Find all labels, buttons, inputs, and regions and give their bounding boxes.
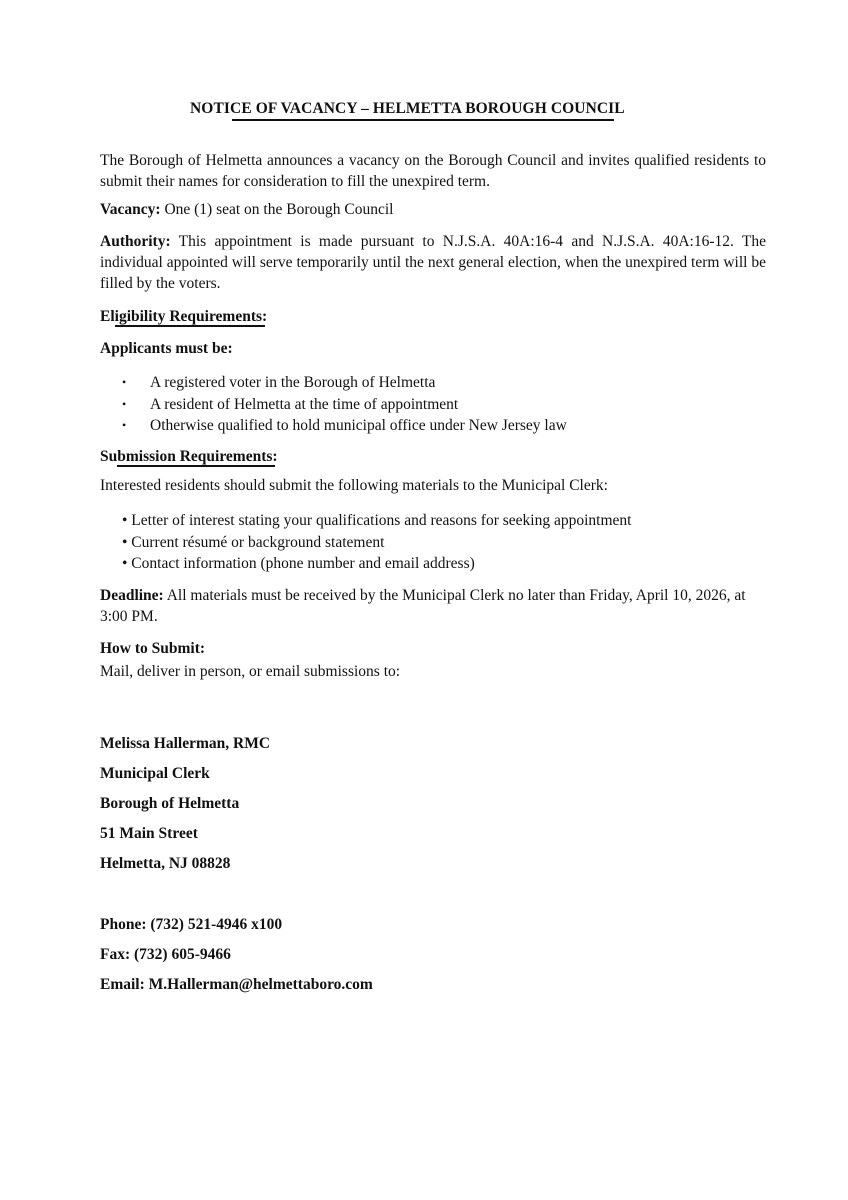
contact-street: 51 Main Street (100, 825, 198, 842)
list-item: • Current résumé or background statement (122, 533, 385, 551)
submission-list (122, 510, 631, 575)
authority-text: This appointment is made pursuant to N.J.S.A. 40A:16-4 and N.J.S.A. 40A:16-12. The individual appointed will serve temporarily until the next general election, when the unexpired term will be filled by the voters. (100, 233, 766, 292)
how-to-submit-heading: How to Submit: (100, 640, 206, 657)
contact-name: Melissa Hallerman, RMC (100, 735, 271, 752)
list-item (122, 415, 567, 437)
how-to-submit-text: Mail, deliver in person, or email submissions to: (100, 663, 401, 680)
list-item-text: Otherwise qualified to hold municipal office under New Jersey law (150, 417, 567, 434)
authority-label: Authority: (100, 233, 171, 250)
list-item: • Contact information (phone number and email address) (122, 555, 475, 572)
list-item (122, 394, 567, 416)
applicants-subheading: Applicants must be: (100, 340, 233, 357)
title-underline (232, 119, 614, 121)
deadline-text: All materials must be received by the Municipal Clerk no later than Friday, April 10, 2026, at 3:00 PM. (100, 587, 746, 625)
submission-heading-underline (117, 465, 275, 467)
contact-email[interactable]: Email: M.Hallerman@helmettaboro.com (100, 976, 373, 993)
contact-city: Helmetta, NJ 08828 (100, 855, 231, 872)
intro-paragraph: The Borough of Helmetta announces a vacancy on the Borough Council and invites qualified residents to submit their names for consideration to fill the unexpired term. (100, 152, 766, 190)
contact-fax: Fax: (732) 605-9466 (100, 946, 231, 963)
submission-intro: Interested residents should submit the following materials to the Municipal Clerk: (100, 477, 608, 494)
eligibility-heading-underline (115, 325, 265, 327)
bullet-icon: • (122, 396, 127, 411)
bullet-icon: • (122, 375, 127, 389)
list-item (122, 372, 567, 394)
contact-phone: Phone: (732) 521-4946 x100 (100, 916, 283, 933)
list-item: • Letter of interest stating your qualifications and reasons for seeking appointment (122, 512, 632, 529)
list-item-text: A resident of Helmetta at the time of appointment (150, 395, 459, 413)
contact-organization: Borough of Helmetta (100, 795, 240, 812)
submission-heading: Submission Requirements: (100, 448, 278, 465)
page-title: NOTICE OF VACANCY – HELMETTA BOROUGH COUNCIL (190, 100, 625, 117)
deadline-label: Deadline: (100, 587, 164, 604)
vacancy-text: One (1) seat on the Borough Council (160, 201, 394, 218)
authority-paragraph (100, 231, 766, 294)
vacancy-label: Vacancy: (100, 201, 161, 218)
contact-position: Municipal Clerk (100, 765, 210, 782)
eligibility-list (122, 372, 567, 437)
eligibility-heading: Eligibility Requirements: (100, 308, 268, 325)
deadline-paragraph (100, 585, 766, 627)
bullet-icon: • (122, 418, 127, 432)
vacancy-paragraph (100, 199, 766, 220)
list-item-text: A registered voter in the Borough of Helmetta (150, 374, 436, 391)
